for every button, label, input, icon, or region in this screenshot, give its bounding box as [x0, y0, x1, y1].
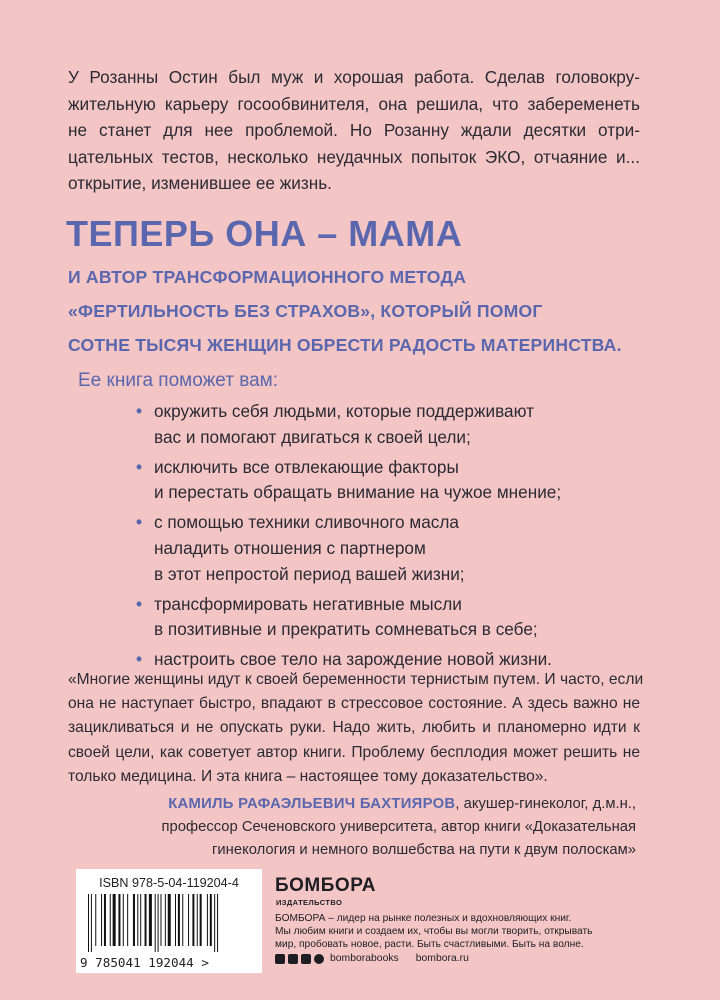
barcode-bar — [110, 894, 111, 946]
barcode-bar — [133, 894, 135, 946]
subheadline-line: И АВТОР ТРАНСФОРМАЦИОННОГО МЕТОДА — [68, 267, 467, 287]
benefits-lead: Ее книга поможет вам: — [78, 370, 278, 391]
isbn-label: ISBN 978-5-04-119204-4 — [99, 876, 239, 890]
list-item — [136, 399, 561, 451]
bullet-icon: • — [136, 649, 143, 670]
barcode-bar — [165, 894, 166, 946]
list-item-line: исключить все отвлекающие факторы — [154, 456, 459, 477]
list-item-line: трансформировать негативные мысли — [154, 593, 462, 614]
intro-line: цательных тестов, несколько неудачных попыток ЭКО, отчаяние и... — [68, 146, 640, 167]
barcode-bar — [104, 894, 106, 946]
subheadline-line: «ФЕРТИЛЬНОСТЬ БЕЗ СТРАХОВ», КОТОРЫЙ ПОМОГ — [68, 301, 543, 321]
list-item-line: с помощью техники сливочного масла — [154, 512, 459, 533]
publisher-subtitle: ИЗДАТЕЛЬСТВО — [276, 898, 343, 907]
barcode-bar — [178, 894, 180, 946]
headline: ТЕПЕРЬ ОНА – МАМА — [66, 213, 463, 254]
quote-line: она не наступает быстро, впадают в стрессовое состояние. А здесь важно не — [68, 695, 640, 713]
list-item — [136, 592, 561, 644]
barcode-digits: 9 785041 192044 > — [80, 955, 209, 970]
bullet-icon: • — [136, 401, 143, 421]
publisher-description — [275, 912, 592, 951]
barcode-bar — [200, 894, 202, 946]
benefits-list — [136, 399, 561, 677]
barcode-bar — [210, 894, 212, 946]
barcode-bar — [145, 894, 147, 946]
barcode-bar — [127, 894, 128, 946]
barcode-bar — [168, 894, 171, 946]
barcode-bar — [155, 894, 156, 952]
barcode-bar — [118, 894, 120, 946]
list-item-line: наладить отношения с партнером — [154, 537, 426, 558]
intro-line: У Розанны Остин был муж и хорошая работа. Сделав головокру- — [68, 67, 640, 87]
barcode-bar — [123, 894, 124, 946]
endorsement-quote — [68, 668, 644, 789]
barcode-bar — [95, 894, 96, 946]
author-credentials: , акушер-гинеколог, д.м.н., — [455, 796, 636, 812]
quote-line: зацикливаться и не опускать руки. Надо жить, любить и планомерно идти к — [68, 719, 640, 737]
barcode-bar — [137, 894, 138, 946]
barcode-bar — [149, 894, 152, 946]
vk-icon[interactable] — [288, 954, 298, 964]
barcode-bar — [101, 894, 102, 946]
social-links — [275, 953, 469, 964]
quote-attribution — [161, 793, 636, 862]
barcode-bar — [217, 894, 218, 952]
list-item-line: окружить себя людьми, которые поддерживают — [154, 401, 534, 421]
barcode-bar — [188, 894, 189, 946]
intro-line: жительную карьеру госообвинителя, она решила, что забеременеть — [68, 93, 640, 114]
quote-line: только медицина. И эта книга – настоящее тому доказательство». — [68, 767, 548, 785]
author-name: КАМИЛЬ РАФАЭЛЬЕВИЧ БАХТИЯРОВ — [168, 796, 456, 812]
list-item-line: настроить свое тело на зарождение новой жизни. — [154, 649, 552, 670]
publisher-logo: БОМБОРА — [275, 875, 376, 896]
list-item-line: в позитивные и прекратить сомневаться в себе; — [154, 619, 538, 640]
attribution-line: гинекология и немного волшебства на пути к двум полоскам» — [212, 842, 636, 858]
barcode-bars — [86, 894, 252, 952]
barcode-bar — [113, 894, 116, 946]
intro-line: открытие, изменившее ее жизнь. — [68, 173, 332, 194]
barcode-bar — [158, 894, 159, 952]
publisher-description-line: БОМБОРА – лидер на рынке полезных и вдохновляющих книг. — [275, 913, 572, 924]
barcode-bar — [182, 894, 183, 946]
ok-icon[interactable] — [301, 954, 311, 964]
list-item — [136, 510, 561, 587]
bullet-icon: • — [136, 456, 143, 477]
facebook-icon[interactable] — [275, 954, 285, 964]
barcode-bar — [207, 894, 208, 946]
barcode-bar — [88, 894, 89, 952]
subheadline-line: СОТНЕ ТЫСЯЧ ЖЕНЩИН ОБРЕСТИ РАДОСТЬ МАТЕРИНСТВА. — [68, 335, 622, 355]
barcode-bar — [161, 894, 162, 946]
quote-line: своей цели, как советует автор книги. Проблему бесплодия может решить не — [68, 743, 640, 761]
barcode-bar — [192, 894, 194, 946]
publisher-description-line: Мы любим книги и создаем их, чтобы вы могли творить, открывать — [275, 926, 593, 937]
subheadline — [68, 260, 622, 362]
barcode-bar — [91, 894, 92, 952]
barcode-bar — [140, 894, 141, 946]
publisher-description-line: мир, пробовать новое, расти. Быть счастливыми. Быть на волне. — [275, 939, 584, 950]
list-item-line: и перестать обращать внимание на чужое мнение; — [154, 482, 562, 503]
list-item-line: вас и помогают двигаться к своей цели; — [154, 426, 471, 447]
barcode-bar — [197, 894, 198, 946]
list-item-line: в этот непростой период вашей жизни; — [154, 563, 465, 584]
list-item — [136, 455, 561, 507]
barcode-bar — [175, 894, 176, 946]
attribution-line: профессор Сеченовского университета, автор книги «Доказательная — [161, 819, 636, 835]
bullet-icon: • — [136, 593, 143, 614]
barcode-bar — [214, 894, 215, 952]
social-handle[interactable]: bomborabooks — [330, 953, 399, 964]
attribution-line — [161, 793, 636, 816]
bullet-icon: • — [136, 512, 143, 533]
barcode — [76, 869, 262, 973]
intro-paragraph — [68, 64, 640, 197]
intro-line: не станет для нее проблемой. Но Розанну ждали десятки отри- — [68, 120, 640, 141]
instagram-icon[interactable] — [314, 954, 324, 964]
website-link[interactable]: bombora.ru — [415, 953, 469, 964]
quote-line: «Многие женщины идут к своей беременности тернистым путем. И часто, если — [68, 671, 644, 688]
